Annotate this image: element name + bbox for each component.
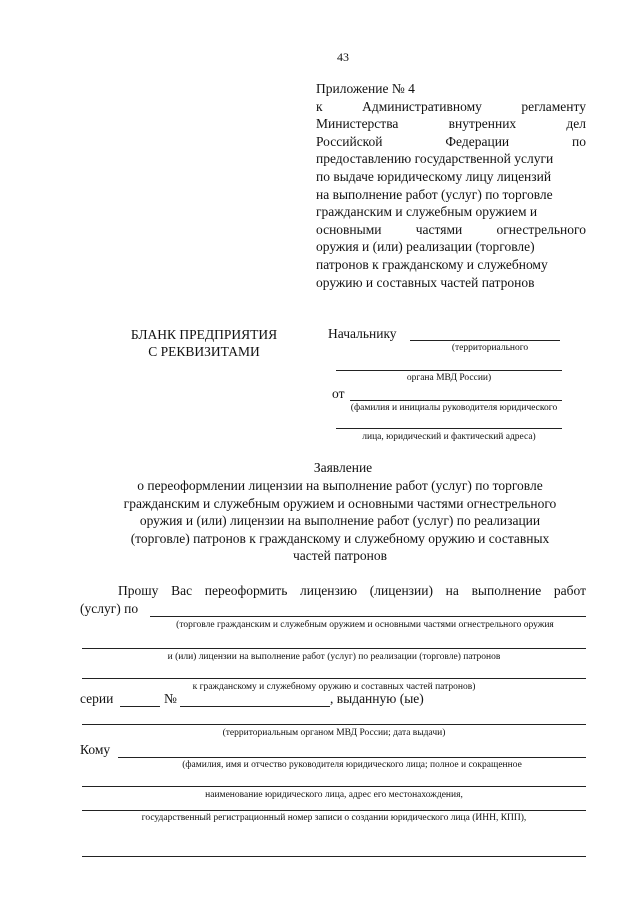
statement-line: (торговле) патронов к гражданскому и служебному оружию и составных <box>130 530 550 546</box>
whom-field-3[interactable] <box>82 810 586 811</box>
hint-whom: государственный регистрационный номер записи о создании юридического лица (ИНН, КПП), <box>141 813 527 823</box>
appendix-title: Приложение № 4 <box>316 81 415 96</box>
appendix-line: оружия и (или) реализации (торговле) <box>316 239 535 255</box>
whom-field-2[interactable] <box>82 786 586 787</box>
number-label: № <box>164 691 177 706</box>
services-field[interactable] <box>150 616 586 617</box>
hint-services: и (или) лицензии на выполнение работ (услуг) по реализации (торговле) патронов <box>167 652 501 662</box>
statement-line: частей патронов <box>292 548 388 564</box>
appendix-line: на выполнение работ (услуг) по торговле <box>316 186 553 202</box>
hint-services: к гражданскому и служебному оружию и составных частей патронов) <box>192 682 476 692</box>
hint-territorial: (территориального <box>451 343 529 353</box>
services-field-2[interactable] <box>82 648 586 649</box>
statement-subtitle <box>80 477 600 565</box>
hint-address: лица, юридический и фактический адреса) <box>362 432 536 442</box>
number-field[interactable] <box>180 706 330 707</box>
hint-whom: (фамилия, имя и отчество руководителя юридического лица; полное и сокращенное <box>182 760 522 770</box>
appendix-line: предоставлению государственной услуги <box>316 151 554 167</box>
statement-line: о переоформлении лицензии на выполнение работ (услуг) по торговле <box>137 478 543 493</box>
letterhead-line: С РЕКВИЗИТАМИ <box>148 344 260 359</box>
issued-field[interactable] <box>82 724 586 725</box>
letterhead <box>100 326 308 360</box>
from-label: от <box>332 386 345 401</box>
appendix-line: к Административному регламенту <box>316 98 586 114</box>
hint-head: (фамилия и инициалы руководителя юридического <box>350 403 558 413</box>
page-number: 43 <box>337 50 349 64</box>
series-label: серии <box>80 691 114 706</box>
request-line: Прошу Вас переоформить лицензию (лицензии) на выполнение работ <box>118 583 586 598</box>
statement-line: оружия и (или) лицензии на выполнение работ (услуг) по реализации <box>139 513 541 529</box>
issued-label: , выданную (ые) <box>330 691 424 706</box>
whom-field[interactable] <box>118 757 586 758</box>
appendix-line: по выдаче юридическому лицу лицензий <box>316 168 552 184</box>
appendix-line: Министерства внутренних дел <box>316 116 586 132</box>
series-field[interactable] <box>120 706 160 707</box>
hint-organ: органа МВД России) <box>406 373 492 383</box>
to-label: Начальнику <box>328 326 397 341</box>
appendix-block <box>316 80 586 291</box>
appendix-line: патронов к гражданскому и служебному <box>316 256 548 272</box>
whom-label: Кому <box>80 742 111 757</box>
services-label: (услуг) по <box>80 601 139 616</box>
statement-title: Заявление <box>313 460 373 475</box>
hint-services: (торговле гражданским и служебным оружием и основными частями огнестрельного оружия <box>176 620 554 630</box>
from-field[interactable] <box>350 400 562 401</box>
statement-line: гражданским и служебным оружием и основными частями огнестрельного <box>123 495 557 511</box>
hint-issued: (территориальным органом МВД России; дата выдачи) <box>222 728 446 738</box>
to-field[interactable] <box>410 340 560 341</box>
letterhead-line: БЛАНК ПРЕДПРИЯТИЯ <box>130 327 278 342</box>
address-field[interactable] <box>336 428 562 429</box>
hint-whom: наименование юридического лица, адрес его местонахождения, <box>205 790 463 800</box>
appendix-line: основными частями огнестрельного <box>316 221 586 237</box>
organ-field[interactable] <box>336 370 562 371</box>
whom-field-4[interactable] <box>82 856 586 857</box>
appendix-line: оружию и составных частей патронов <box>316 274 535 290</box>
services-field-3[interactable] <box>82 678 586 679</box>
appendix-line: Российской Федерации по <box>316 133 586 149</box>
appendix-line: гражданским и служебным оружием и <box>316 204 538 220</box>
